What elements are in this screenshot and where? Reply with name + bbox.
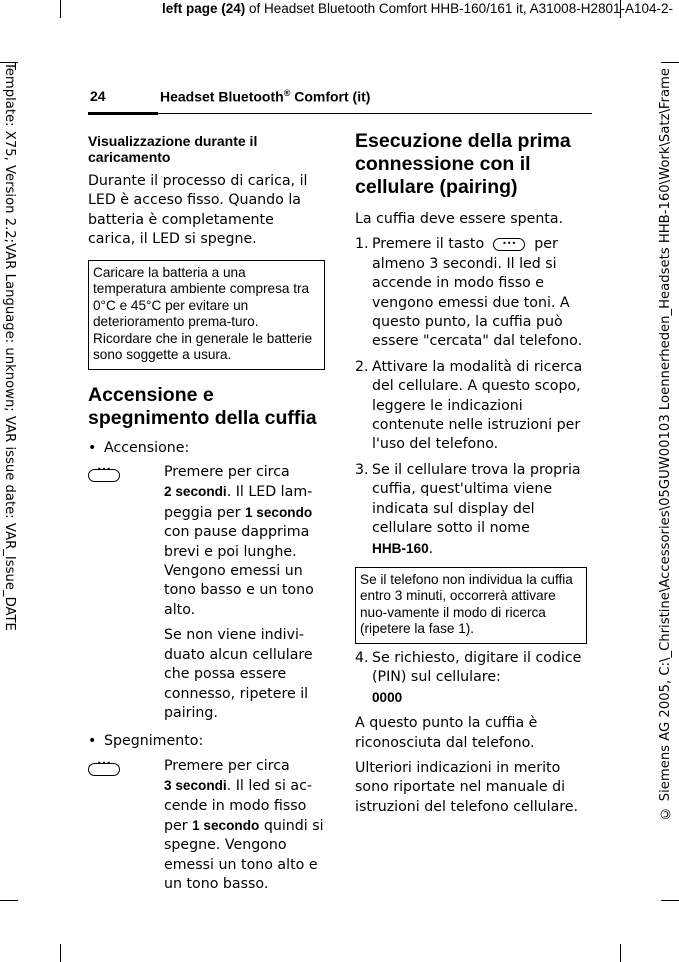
right-column xyxy=(355,130,595,817)
page-header xyxy=(88,86,592,114)
header-bar xyxy=(88,112,158,115)
charge-heading: Visualizzazione durante il caricamento xyxy=(88,133,258,165)
pin-code: 0000 xyxy=(372,689,403,705)
list-item: • Accensione: xyxy=(88,439,328,458)
on-label: Accensione: xyxy=(104,439,190,456)
list-item: • Spegnimento: xyxy=(88,732,328,751)
talk-key-icon xyxy=(88,469,120,482)
list-item: 1. Premere il tasto ••• per almeno 3 secondi. Il led si accende in modo fisso e vengono emessi due toni. A questo punto, la cuffia può essere "cercata" dal telefono. xyxy=(355,235,595,351)
onoff-heading: Accensione e spegnimento della cuffia xyxy=(88,383,317,429)
charge-text: Durante il processo di carica, il LED è acceso fisso. Quando la batteria è completamente carica, il LED si spegne. xyxy=(88,173,308,248)
crop-mark xyxy=(620,944,621,962)
template-info: Template: X75, Version 2.2;VAR Language: unknown; VAR issue date: VAR_Issue_DATE xyxy=(2,62,17,631)
crop-mark xyxy=(60,944,61,962)
charge-note: Caricare la batteria a una temperatura ambiente compresa tra 0°C e 45°C per evitare un deterioramento prema-turo. Ricordare che in generale le batterie sono soggette a usura. xyxy=(88,260,325,370)
recognized-text: A questo punto la cuffia è riconosciuta dal telefono. xyxy=(355,715,538,751)
print-header xyxy=(0,0,679,17)
crop-mark xyxy=(661,900,679,901)
list-item: 4. Se richiesto, digitare il codice (PIN) sul cellulare: 0000 xyxy=(355,649,582,705)
off-label: Spegnimento: xyxy=(104,733,204,750)
crop-mark xyxy=(0,900,18,901)
further-info-text: Ulteriori indicazioni in merito sono riportate nel manuale di istruzioni del telefono cellulare. xyxy=(355,759,579,815)
copyright-path: © Siemens AG 2005, C:\_Christine\Accessories\05GUW00103 Loennerheden_Headsets HHB-160\Work\Satz\Frame xyxy=(658,68,673,821)
list-item: 2. Attivare la modalità di ricerca del cellulare. A questo scopo, leggere le indicazioni contenute nelle istruzioni per l'uso del telefono. xyxy=(355,358,583,453)
left-column xyxy=(88,130,328,895)
pairing-intro: La cuffia deve essere spenta. xyxy=(355,211,564,227)
pairing-heading: Esecuzione della prima connessione con il cellulare (pairing) xyxy=(355,130,571,198)
talk-key-icon xyxy=(493,238,525,251)
list-item: 3. Se il cellulare trova la propria cuffia, quest'ultima viene indicata sul display del cellulare sotto il nome HHB-160. xyxy=(355,461,581,557)
crop-mark xyxy=(661,62,679,63)
print-header-page: left page (24) xyxy=(161,1,246,16)
talk-key-icon xyxy=(88,763,120,776)
device-name: HHB-160 xyxy=(372,540,429,556)
page-number: 24 xyxy=(90,88,106,104)
on-instruction: ••• Premere per circa 2 secondi. Il LED lam-peggia per 1 secondo con pause dapprima brevi e poi lunghe. Vengono emessi un tono basso e un tono alto. Se non viene indivi-duato alcun cellulare che possa essere connesso, ripetere il pairing. xyxy=(88,463,328,723)
print-header-text: of Headset Bluetooth Comfort HHB-160/161 it, A31008-H2801-A104-2- xyxy=(245,1,673,16)
page-title: Headset Bluetooth® Comfort (it) xyxy=(160,88,371,105)
off-instruction: ••• Premere per circa 3 secondi. Il led si ac-cende in modo fisso per 1 secondo quindi si spegne. Vengono emessi un tono alto e un tono basso. xyxy=(88,757,328,895)
pairing-note: Se il telefono non individua la cuffia entro 3 minuti, occorrerà attivare nuo-vamente il modo di ricerca (ripetere la fase 1). xyxy=(355,567,587,644)
on-extra: Se non viene indivi-duato alcun cellulare che possa essere connesso, ripetere il pairing. xyxy=(164,627,313,721)
